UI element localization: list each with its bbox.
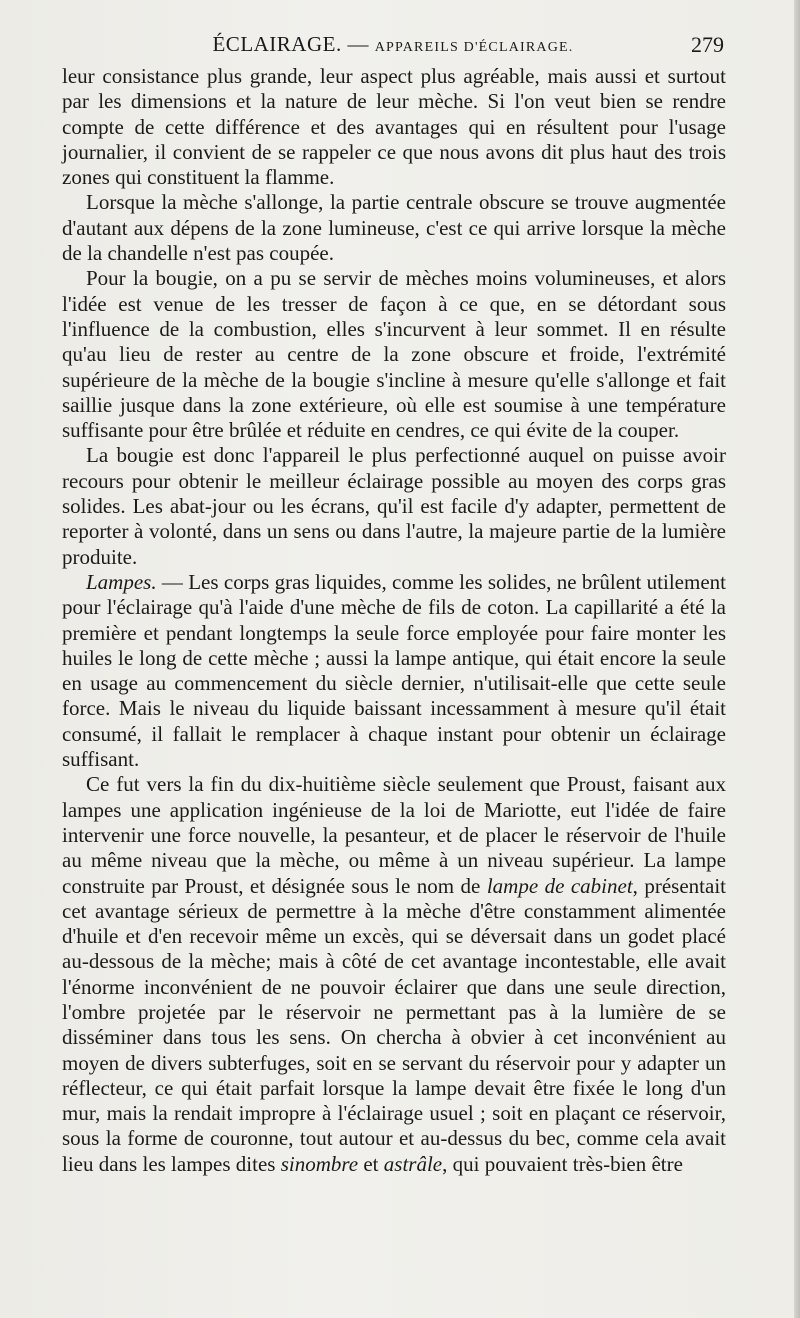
- paragraph: [62, 772, 726, 1177]
- paragraph: [62, 443, 726, 569]
- text-segment: et: [358, 1151, 384, 1176]
- header-title-line: [62, 32, 724, 57]
- body-text: [62, 64, 726, 1177]
- italic-term: astrâle: [383, 1151, 443, 1176]
- paragraph: [62, 266, 726, 443]
- header-separator: —: [347, 32, 369, 56]
- running-header: [62, 30, 724, 64]
- page-number: 279: [691, 32, 724, 57]
- paragraph: [62, 570, 726, 772]
- text-segment: Ce fut vers la fin du dix-huitième siècle seulement que Proust, faisant aux lampes une application ingénieuse de la loi de Mariotte, eut l'idée de faire intervenir une force nouvelle, la pesanteur, et de placer le réservoir de l'huile au même niveau que la mèche, ou même à un niveau supérieur. La lampe construite par Proust, et désignée sous le nom de: [62, 772, 726, 898]
- page-edge: [794, 0, 800, 1318]
- chapter-title: ÉCLAIRAGE.: [212, 32, 342, 56]
- italic-term: sinombre: [280, 1151, 359, 1176]
- text-segment: , qui pouvaient très-bien être: [442, 1151, 683, 1176]
- paragraph: [62, 64, 726, 190]
- section-subtitle: APPAREILS D'ÉCLAIRAGE.: [374, 40, 574, 55]
- text-segment: — Les corps gras liquides, comme les solides, ne brûlent utilement pour l'éclairage qu'à l'aide d'une mèche de fils de coton. La capillarité a été la première et pendant longtemps la seule force employée pour faire monter les huiles le long de cette mèche ; aussi la lampe antique, qui était encore la seule en usage au commencement du siècle dernier, n'utilisait-elle que cette seule force. Mais le niveau du liquide baissant incessamment à mesure qu'il était consumé, il fallait le remplacer à chaque instant pour obtenir un éclairage suffisant.: [62, 569, 726, 772]
- text-segment: leur consistance plus grande, leur aspect plus agréable, mais aussi et surtout par les dimensions et la nature de leur mèche. Si l'on veut bien se rendre compte de cette différence et des avantages qui en résultent pour l'usage journalier, il convient de se rappeler ce que nous avons dit plus haut des trois zones qui constituent la flamme.: [62, 64, 726, 190]
- text-segment: La bougie est donc l'appareil le plus perfectionné auquel on puisse avoir recours pour obtenir le meilleur éclairage possible au moyen des corps gras solides. Les abat-jour ou les écrans, qu'il est facile d'y adapter, permettent de reporter à volonté, dans un sens ou dans l'autre, la majeure partie de la lumière produite.: [62, 443, 726, 569]
- text-segment: Lorsque la mèche s'allonge, la partie centrale obscure se trouve augmentée d'autant aux dépens de la zone lumineuse, c'est ce qui arrive lorsque la mèche de la chandelle n'est pas coupée.: [62, 190, 726, 266]
- italic-term: lampe de cabinet: [486, 873, 633, 898]
- section-heading-lampes: Lampes.: [86, 569, 157, 594]
- paragraph: [62, 190, 726, 266]
- text-segment: , présentait cet avantage sérieux de permettre à la mèche d'être constamment alimentée d'huile et d'en recevoir même un excès, qui se déversait dans un godet placé au-dessous de la mèche; mais à côté de cet avantage incontestable, elle avait l'énorme inconvénient de ne pouvoir éclairer que dans une seule direction, l'ombre projetée par le réservoir ne permettant pas à la lumière de se disséminer dans tous les sens. On chercha à obvier à cet inconvénient au moyen de divers subterfuges, soit en se servant du réservoir pour y adapter un réflecteur, ce qui était parfait lorsque la lampe devait être fixée le long d'un mur, mais la rendait impropre à l'éclairage usuel ; soit en plaçant ce réservoir, sous la forme de couronne, tout autour et au-dessus du bec, comme cela avait lieu dans les lampes dites: [62, 873, 726, 1176]
- text-segment: Pour la bougie, on a pu se servir de mèches moins volumineuses, et alors l'idée est venue de les tresser de façon à ce que, en se détordant sous l'influence de la combustion, elles s'incurvent à leur sommet. Il en résulte qu'au lieu de rester au centre de la zone obscure et froide, l'extrémité supérieure de la mèche de la bougie s'incline à mesure qu'elle s'allonge et fait saillie jusque dans la zone extérieure, où elle est soumise à une température suffisante pour être brûlée et réduite en cendres, ce qui évite de la couper.: [62, 266, 726, 443]
